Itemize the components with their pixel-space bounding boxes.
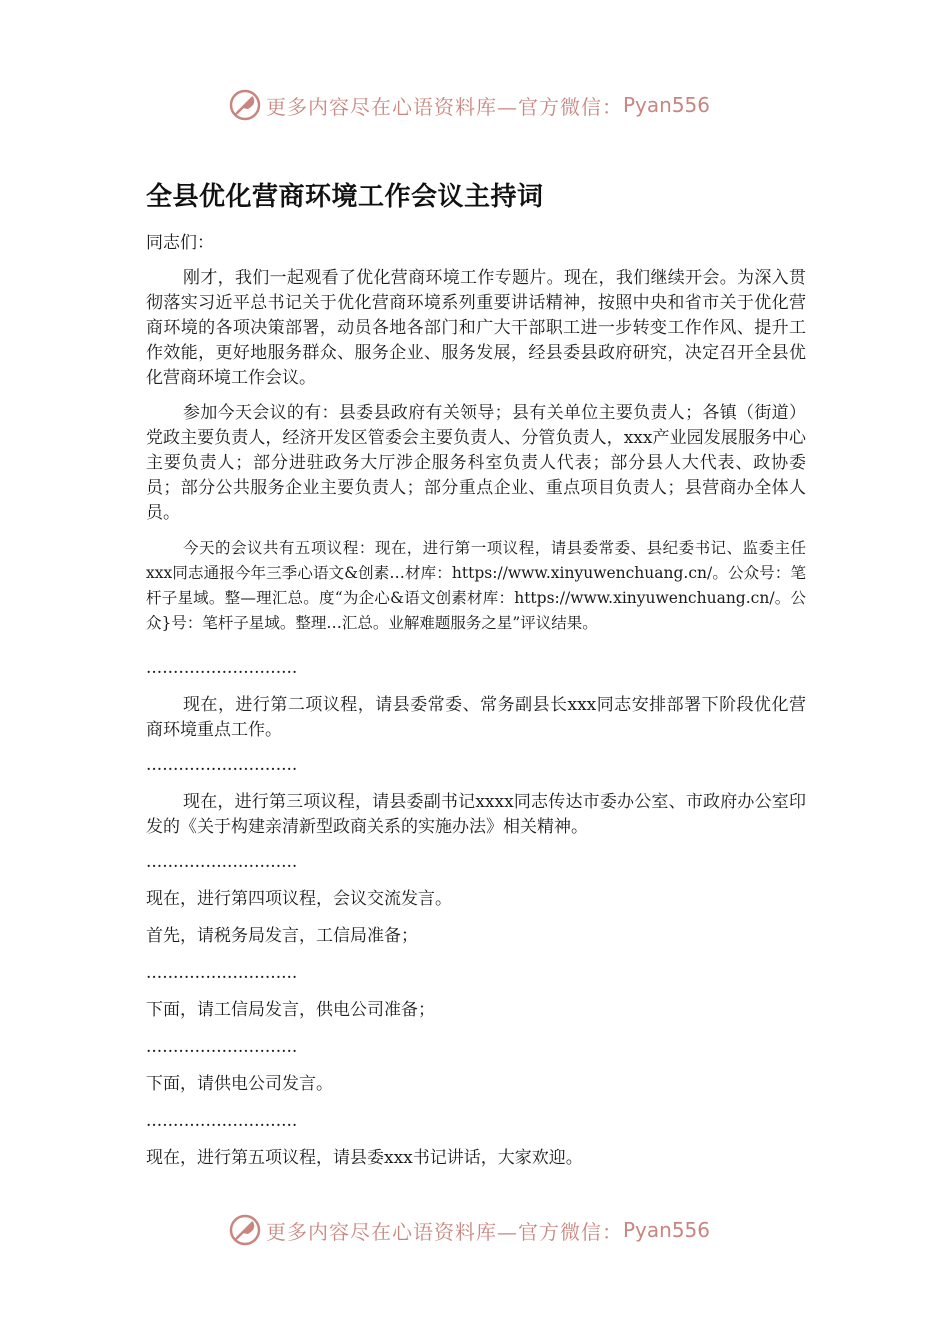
agenda-third: 现在，进行第三项议程，请县委副书记xxxx同志传达市委办公室、市政府办公室印发的《关于构建亲清新型政商关系的实施办法》相关精神。 <box>146 792 806 837</box>
header-watermark <box>228 88 748 122</box>
ellipsis-separator: ............................ <box>146 658 298 678</box>
ellipsis-separator: ............................ <box>146 1111 298 1131</box>
paragraph-agenda-first: 今天的会议共有五项议程：现在，进行第一项议程，请县委常委、县纪委书记、监委主任xxx同志通报今年三季心语文&创素…材库：https://www.xinyuwenchuang.cn/。公众号：笔杆子星域。整—理汇总。度“为企心&语文创素材库：https://www.xinyuwenchuang.cn/。公众}号：笔杆子星域。整理…汇总。业解难题服务之星”评议结果。 <box>146 539 806 632</box>
agenda-second: 现在，进行第二项议程，请县委常委、常务副县长xxx同志安排部署下阶段优化营商环境重点工作。 <box>146 695 806 740</box>
footer-watermark <box>228 1213 748 1247</box>
watermark-wechat-id: Pyan556 <box>623 1218 711 1242</box>
ellipsis-separator: ............................ <box>146 1037 298 1057</box>
speech-power-company: 下面，请供电公司发言。 <box>146 1074 333 1094</box>
paragraph-opening: 刚才，我们一起观看了优化营商环境工作专题片。现在，我们继续开会。为深入贯彻落实习近平总书记关于优化营商环境系列重要讲话精神，按照中央和省市关于优化营商环境的各项决策部署，动员各地各部门和广大干部职工进一步转变工作作风、提升工作效能，更好地服务群众、服务企业、服务发展，经县委县政府研究，决定召开全县优化营商环境工作会议。 <box>146 268 806 388</box>
watermark-text: 更多内容尽在心语资料库—官方微信： <box>266 94 623 119</box>
ellipsis-separator: ............................ <box>146 852 298 872</box>
salutation: 同志们： <box>146 233 214 253</box>
watermark-wechat-id: Pyan556 <box>623 93 711 117</box>
speech-tax-bureau: 首先，请税务局发言，工信局准备； <box>146 926 418 946</box>
quill-logo-icon <box>228 1213 262 1247</box>
speech-industry-bureau: 下面，请工信局发言，供电公司准备； <box>146 1000 435 1020</box>
quill-logo-icon <box>228 88 262 122</box>
watermark-text: 更多内容尽在心语资料库—官方微信： <box>266 1219 623 1244</box>
agenda-fourth: 现在，进行第四项议程，会议交流发言。 <box>146 889 452 909</box>
ellipsis-separator: ............................ <box>146 963 298 983</box>
ellipsis-separator: ............................ <box>146 755 298 775</box>
document-title: 全县优化营商环境工作会议主持词 <box>146 182 544 212</box>
agenda-fifth: 现在，进行第五项议程，请县委xxx书记讲话，大家欢迎。 <box>146 1148 583 1168</box>
document-body <box>146 231 806 1183</box>
paragraph-attendees: 参加今天会议的有：县委县政府有关领导；县有关单位主要负责人；各镇（街道）党政主要负责人，经济开发区管委会主要负责人、分管负责人，xxx产业园发展服务中心主要负责人；部分进驻政务大厅涉企服务科室负责人代表；部分县人大代表、政协委员；部分公共服务企业主要负责人；部分重点企业、重点项目负责人；县营商办全体人员。 <box>146 403 806 523</box>
